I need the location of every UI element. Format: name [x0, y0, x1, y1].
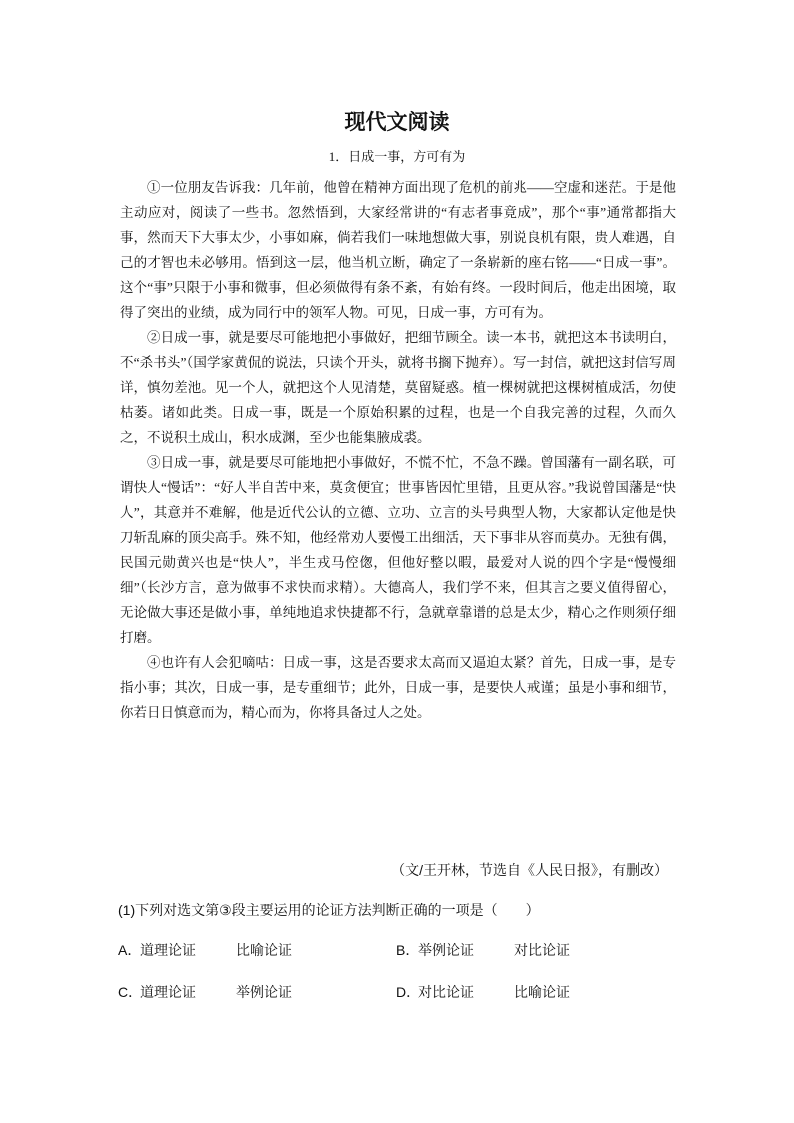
option-method-1: 道理论证: [140, 984, 196, 1000]
option-method-2: 举例论证: [236, 984, 292, 1000]
option-letter: D．: [396, 984, 421, 1000]
option-c[interactable]: [118, 982, 292, 1002]
option-a[interactable]: [118, 940, 292, 960]
option-d[interactable]: [396, 982, 570, 1002]
passage-subtitle: 1．日成一事，方可有为: [328, 149, 466, 164]
option-letter: C．: [118, 984, 143, 1000]
option-method-1: 举例论证: [418, 942, 474, 958]
option-method-1: 道理论证: [140, 942, 196, 958]
option-method-2: 比喻论证: [236, 942, 292, 958]
paragraph-3: ③日成一事，就是要尽可能地把小事做好，不慌不忙，不急不躁。曾国藩有一副名联，可谓快人“慢话”：“好人半自苦中来，莫贪便宜；世事皆因忙里错，且更从容。”我说曾国藩是“快人”，其意并不难解，他是近代公认的立德、立功、立言的头号典型人物，大家都认定他是快刀斩乱麻的顶尖高手。殊不知，他经常劝人要慢工出细活，天下事非从容而莫办。无独有偶，民国元勋黄兴也是“快人”，半生戎马倥偬，但他好整以暇，最爱对人说的四个字是“慢慢细细”（长沙方言，意为做事不求快而求精）。大德高人，我们学不来，但其言之要义值得留心，无论做大事还是做小事，单纯地追求快捷都不行，急就章靠谱的总是太少，精心之作则须仔细打磨。: [120, 455, 676, 645]
paragraph-2: ②日成一事，就是要尽可能地把小事做好，把细节顾全。读一本书，就把这本书读明白，不“杀书头”（国学家黄侃的说法，只读个开头，就将书搁下抛弃）。写一封信，就把这封信写周详，慎勿差池。见一个人，就把这个人见清楚，莫留疑惑。植一棵树就把这棵树植成活，勿使枯萎。诸如此类。日成一事，既是一个原始积累的过程，也是一个自我完善的过程，久而久之，不说积土成山，积水成渊，至少也能集腋成裘。: [120, 330, 676, 445]
option-letter: B．: [396, 942, 420, 958]
page-title: 现代文阅读: [344, 109, 450, 134]
reading-passage: [120, 175, 676, 725]
options-row-2: [118, 982, 678, 1024]
question-stem: (1)下列对选文第③段主要运用的论证方法判断正确的一项是（ ）: [118, 902, 540, 918]
answer-options: [118, 940, 678, 1024]
options-row-1: [118, 940, 678, 982]
paragraph-4: ④也许有人会犯嘀咕：日成一事，这是否要求太高而又逼迫太紧？首先，日成一事，是专指小事；其次，日成一事，是专重细节；此外，日成一事，是要快人戒谨；虽是小事和细节，你若日日慎意而为，精心而为，你将具备过人之处。: [120, 655, 676, 720]
passage-source: （文/王开林，节选自《人民日报》，有删改）: [391, 862, 668, 878]
option-b[interactable]: [396, 940, 570, 960]
option-method-1: 对比论证: [418, 984, 474, 1000]
option-method-2: 对比论证: [514, 942, 570, 958]
option-letter: A．: [118, 942, 142, 958]
option-method-2: 比喻论证: [514, 984, 570, 1000]
paragraph-1: ①一位朋友告诉我：几年前，他曾在精神方面出现了危机的前兆——空虚和迷茫。于是他主动应对，阅读了一些书。忽然悟到，大家经常讲的“有志者事竟成”，那个“事”通常都指大事，然而天下大事太少，小事如麻，倘若我们一味地想做大事，别说良机有限，贵人难遇，自己的才智也未必够用。悟到这一层，他当机立断，确定了一条崭新的座右铭——“日成一事”。这个“事”只限于小事和微事，但必须做得有条不紊，有始有终。一段时间后，他走出困境，取得了突出的业绩，成为同行中的领军人物。可见，日成一事，方可有为。: [120, 180, 676, 320]
